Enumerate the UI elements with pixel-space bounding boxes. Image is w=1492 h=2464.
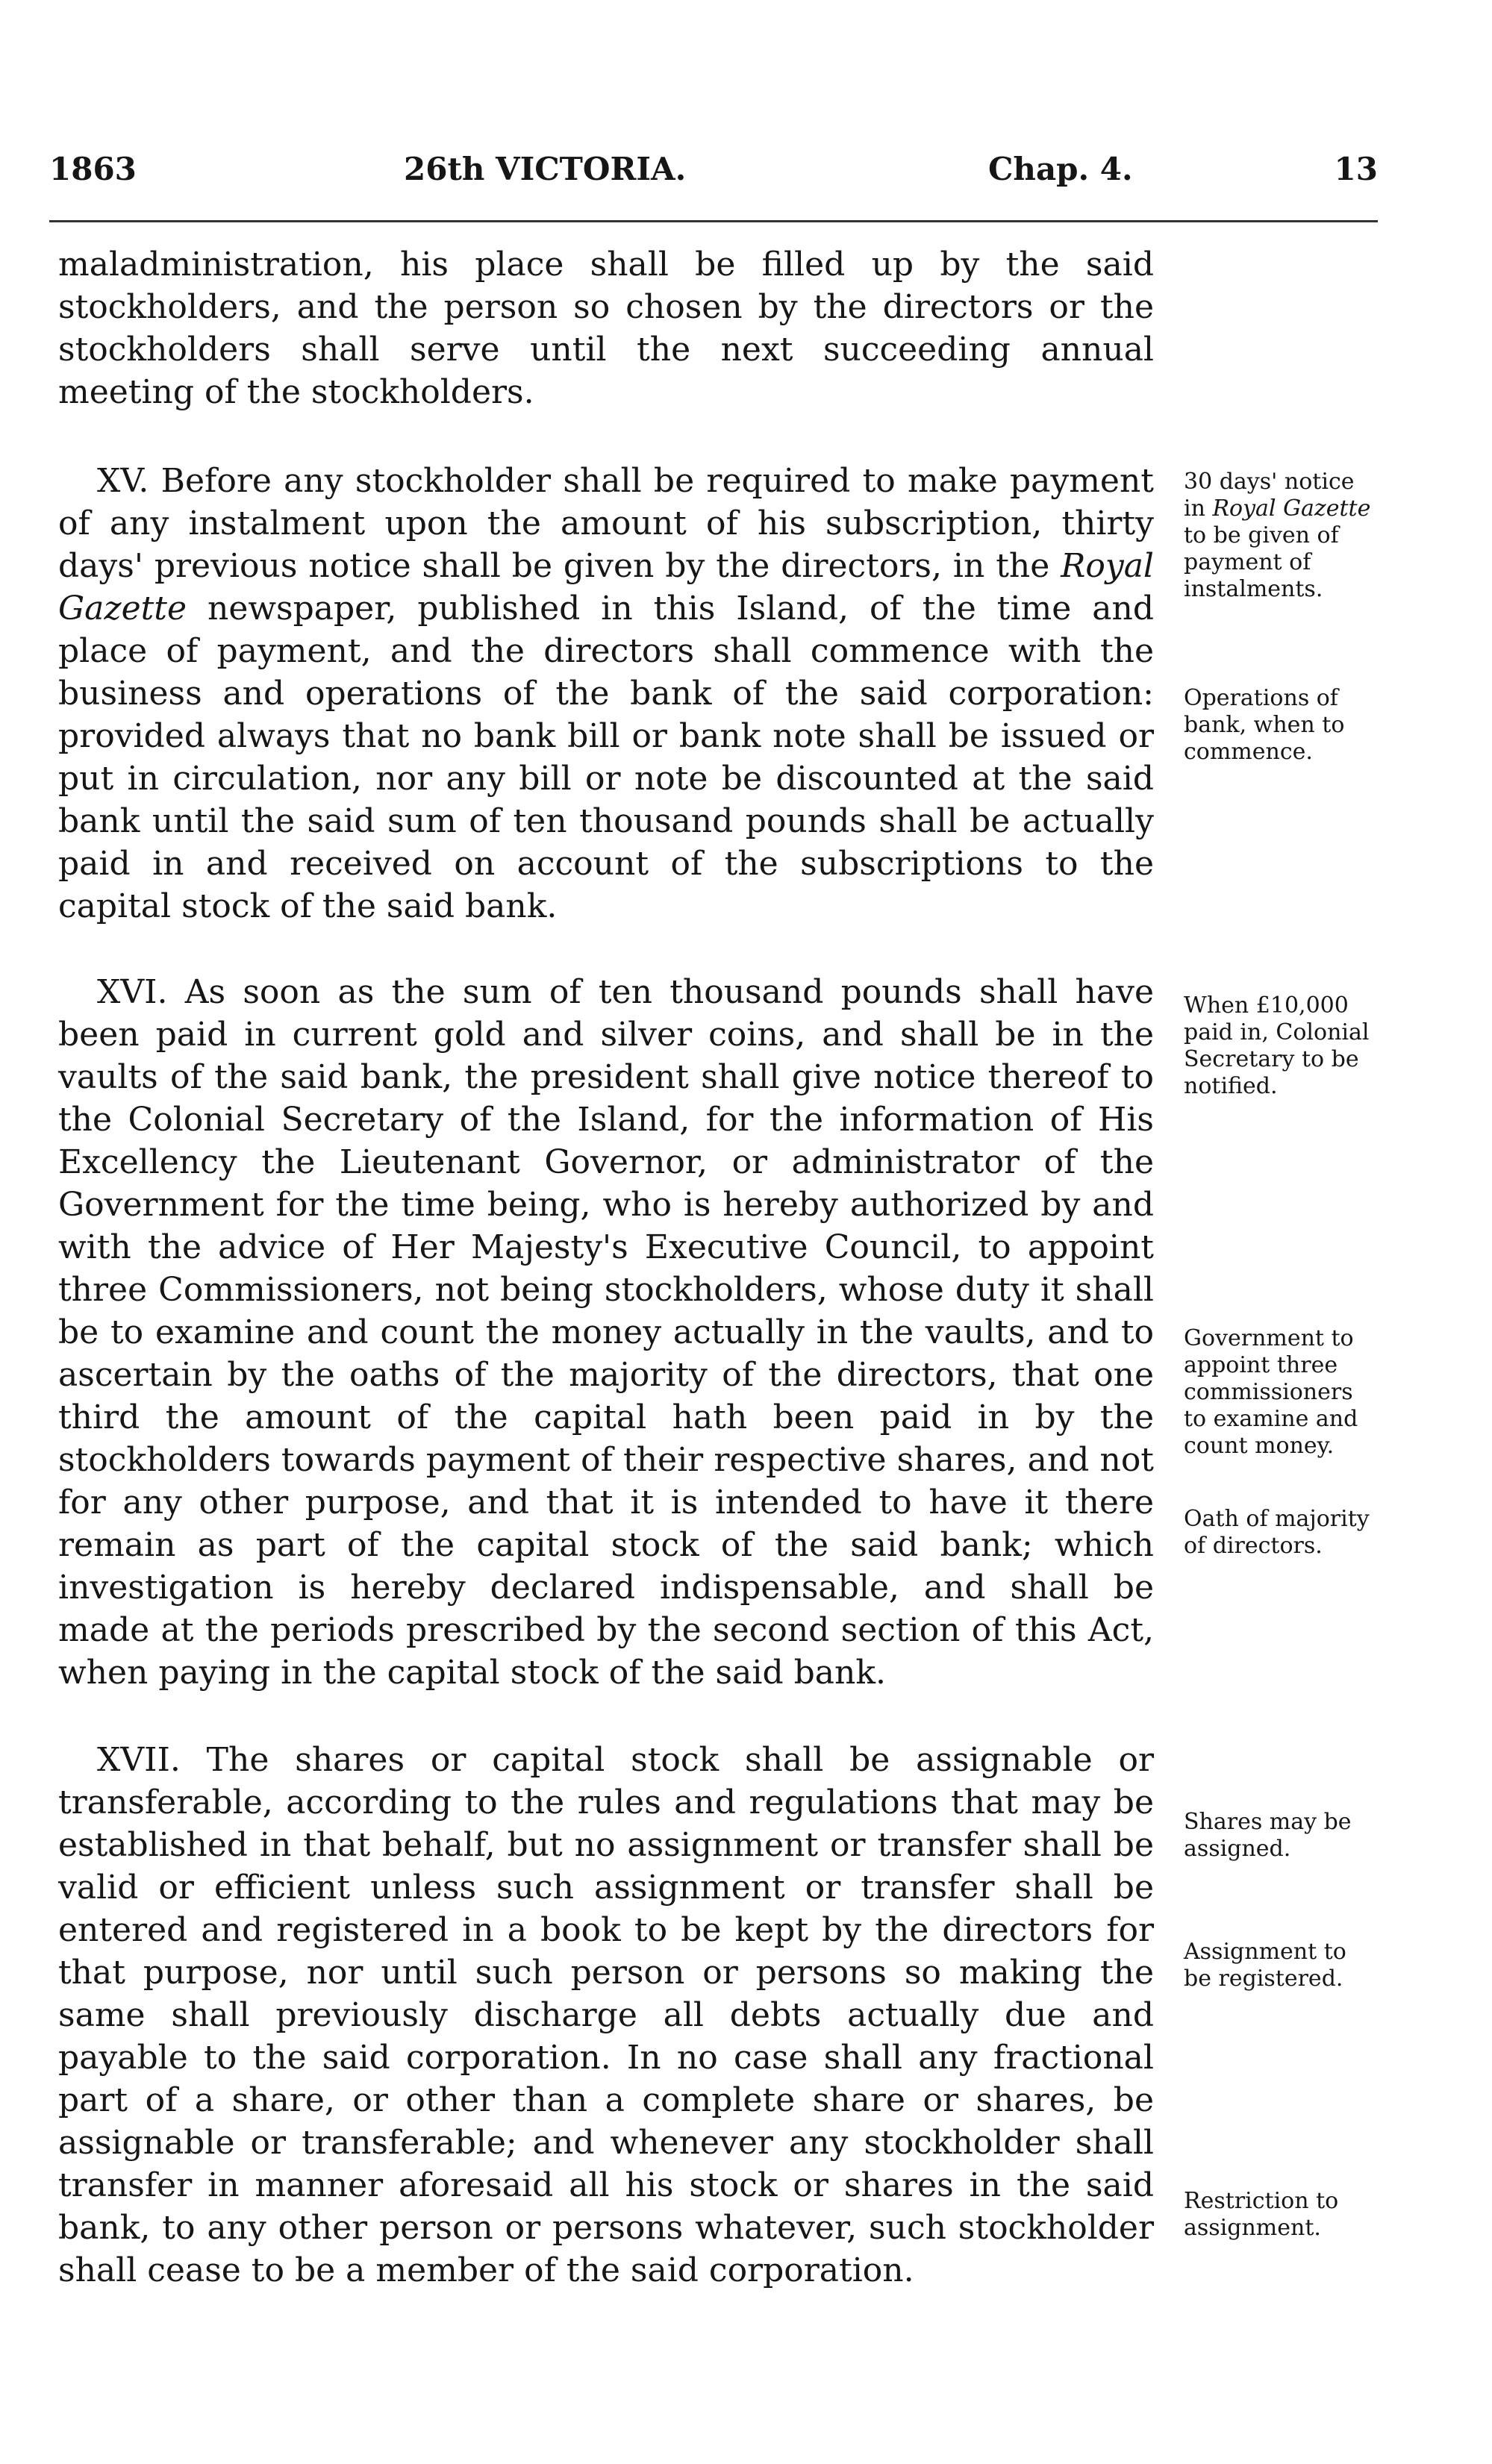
margin-note-text: 30 days' notice in — [1184, 469, 1355, 522]
margin-note-notice — [1184, 469, 1378, 603]
margin-note-text: Shares may be assigned. — [1184, 1809, 1352, 1862]
header-chapter: Chap. 4. — [988, 151, 1133, 187]
margin-note-text: Oath of majority of directors. — [1184, 1506, 1370, 1559]
margin-note-operations — [1184, 685, 1378, 766]
section-text: The shares or capital stock shall be assignable or transferable, according to the rules and regulations that may be established in that behalf, but no assignment or transfer shall be valid or efficient unless such assignment or transfer shall be entered and registered in a book to be kept by the directors for that purpose, nor until such person or persons so making the same shall previously discharge all debts actually due and payable to the said corporation. In no case shall any fractional part of a share, or other than a complete share or shares, be assignable or transferable; and whenever any stockholder shall transfer in manner aforesaid all his stock or shares in the said bank, to any other person or persons whatever, such stockholder shall cease to be a member of the said corporation. — [58, 1741, 1154, 2289]
section-text-part1: Before any stockholder shall be required to make payment of any instalment upon the amount of his subscription, thirty days' previous notice shall be given by the directors, in the — [58, 462, 1154, 585]
margin-note-commissioners — [1184, 1325, 1378, 1460]
margin-note-text: to be given of payment of instalments. — [1184, 522, 1339, 602]
margin-note-registration — [1184, 1939, 1378, 1992]
margin-note-restriction — [1184, 2188, 1378, 2242]
margin-note-shares — [1184, 1809, 1378, 1863]
margin-note-oath — [1184, 1506, 1378, 1560]
section-text: As soon as the sum of ten thousand pounds shall have been paid in current gold and silver coins, and shall be in the vaults of the said bank, the president shall give notice thereof to the Colonial Secretary of the Island, for the information of His Excellency the Lieutenant Governor, or administrator of the Government for the time being, who is hereby authorized by and with the advice of Her Majesty's Executive Council, to appoint three Commissioners, not being stockholders, whose duty it shall be to examine and count the money actually in the vaults, and to ascertain by the oaths of the majority of the directors, that one third the amount of the capital hath been paid in by the stockholders towards payment of their respective shares, and not for any other purpose, and that it is intended to have it there remain as part of the capital stock of the said bank; which investigation is hereby declared indispensable, and shall be made at the periods prescribed by the second section of this Act, when paying in the capital stock of the said bank. — [58, 973, 1154, 1692]
newspaper-name: Royal Gazette — [58, 547, 1154, 628]
section-xvi — [58, 971, 1154, 1694]
section-xv — [58, 460, 1154, 928]
margin-note-colonial-secretary — [1184, 992, 1378, 1100]
page-number: 13 — [1334, 151, 1378, 187]
body-text — [58, 243, 1154, 2292]
margin-note-text: Assignment to be registered. — [1184, 1939, 1346, 1992]
section-number: XVI. — [97, 973, 168, 1011]
section-text-part2: newspaper, published in this Island, of the time and place of payment, and the directors shall commence with the business and operations of the bank of the said corporation: provided always that no bank bill or bank note shall be issued or put in circulation, nor any bill or note be discounted at the said bank until the said sum of ten thousand pounds shall be actually paid in and received on account of the subscriptions to the capital stock of the said bank. — [58, 590, 1154, 925]
margin-note-italic: Royal Gazette — [1212, 495, 1371, 522]
margin-note-text: Restriction to assignment. — [1184, 2188, 1339, 2241]
section-xvii — [58, 1739, 1154, 2292]
paragraph-text: maladministration, his place shall be filled up by the said stockholders, and the person so chosen by the directors or the stockholders shall serve until the next succeeding annual meeting of the stockholders. — [58, 246, 1154, 411]
header-year: 1863 — [49, 151, 137, 187]
paragraph-continued — [58, 243, 1154, 413]
margin-note-text: Government to appoint three commissioners to examine and count money. — [1184, 1325, 1358, 1459]
margin-note-text: Operations of bank, when to commence. — [1184, 685, 1345, 765]
section-number: XVII. — [97, 1741, 181, 1779]
section-number: XV. — [97, 462, 149, 500]
margin-note-text: When £10,000 paid in, Colonial Secretary to be notified. — [1184, 992, 1370, 1099]
header-reign: 26th VICTORIA. — [404, 151, 687, 187]
running-header — [49, 143, 1378, 196]
header-rule — [49, 220, 1378, 222]
